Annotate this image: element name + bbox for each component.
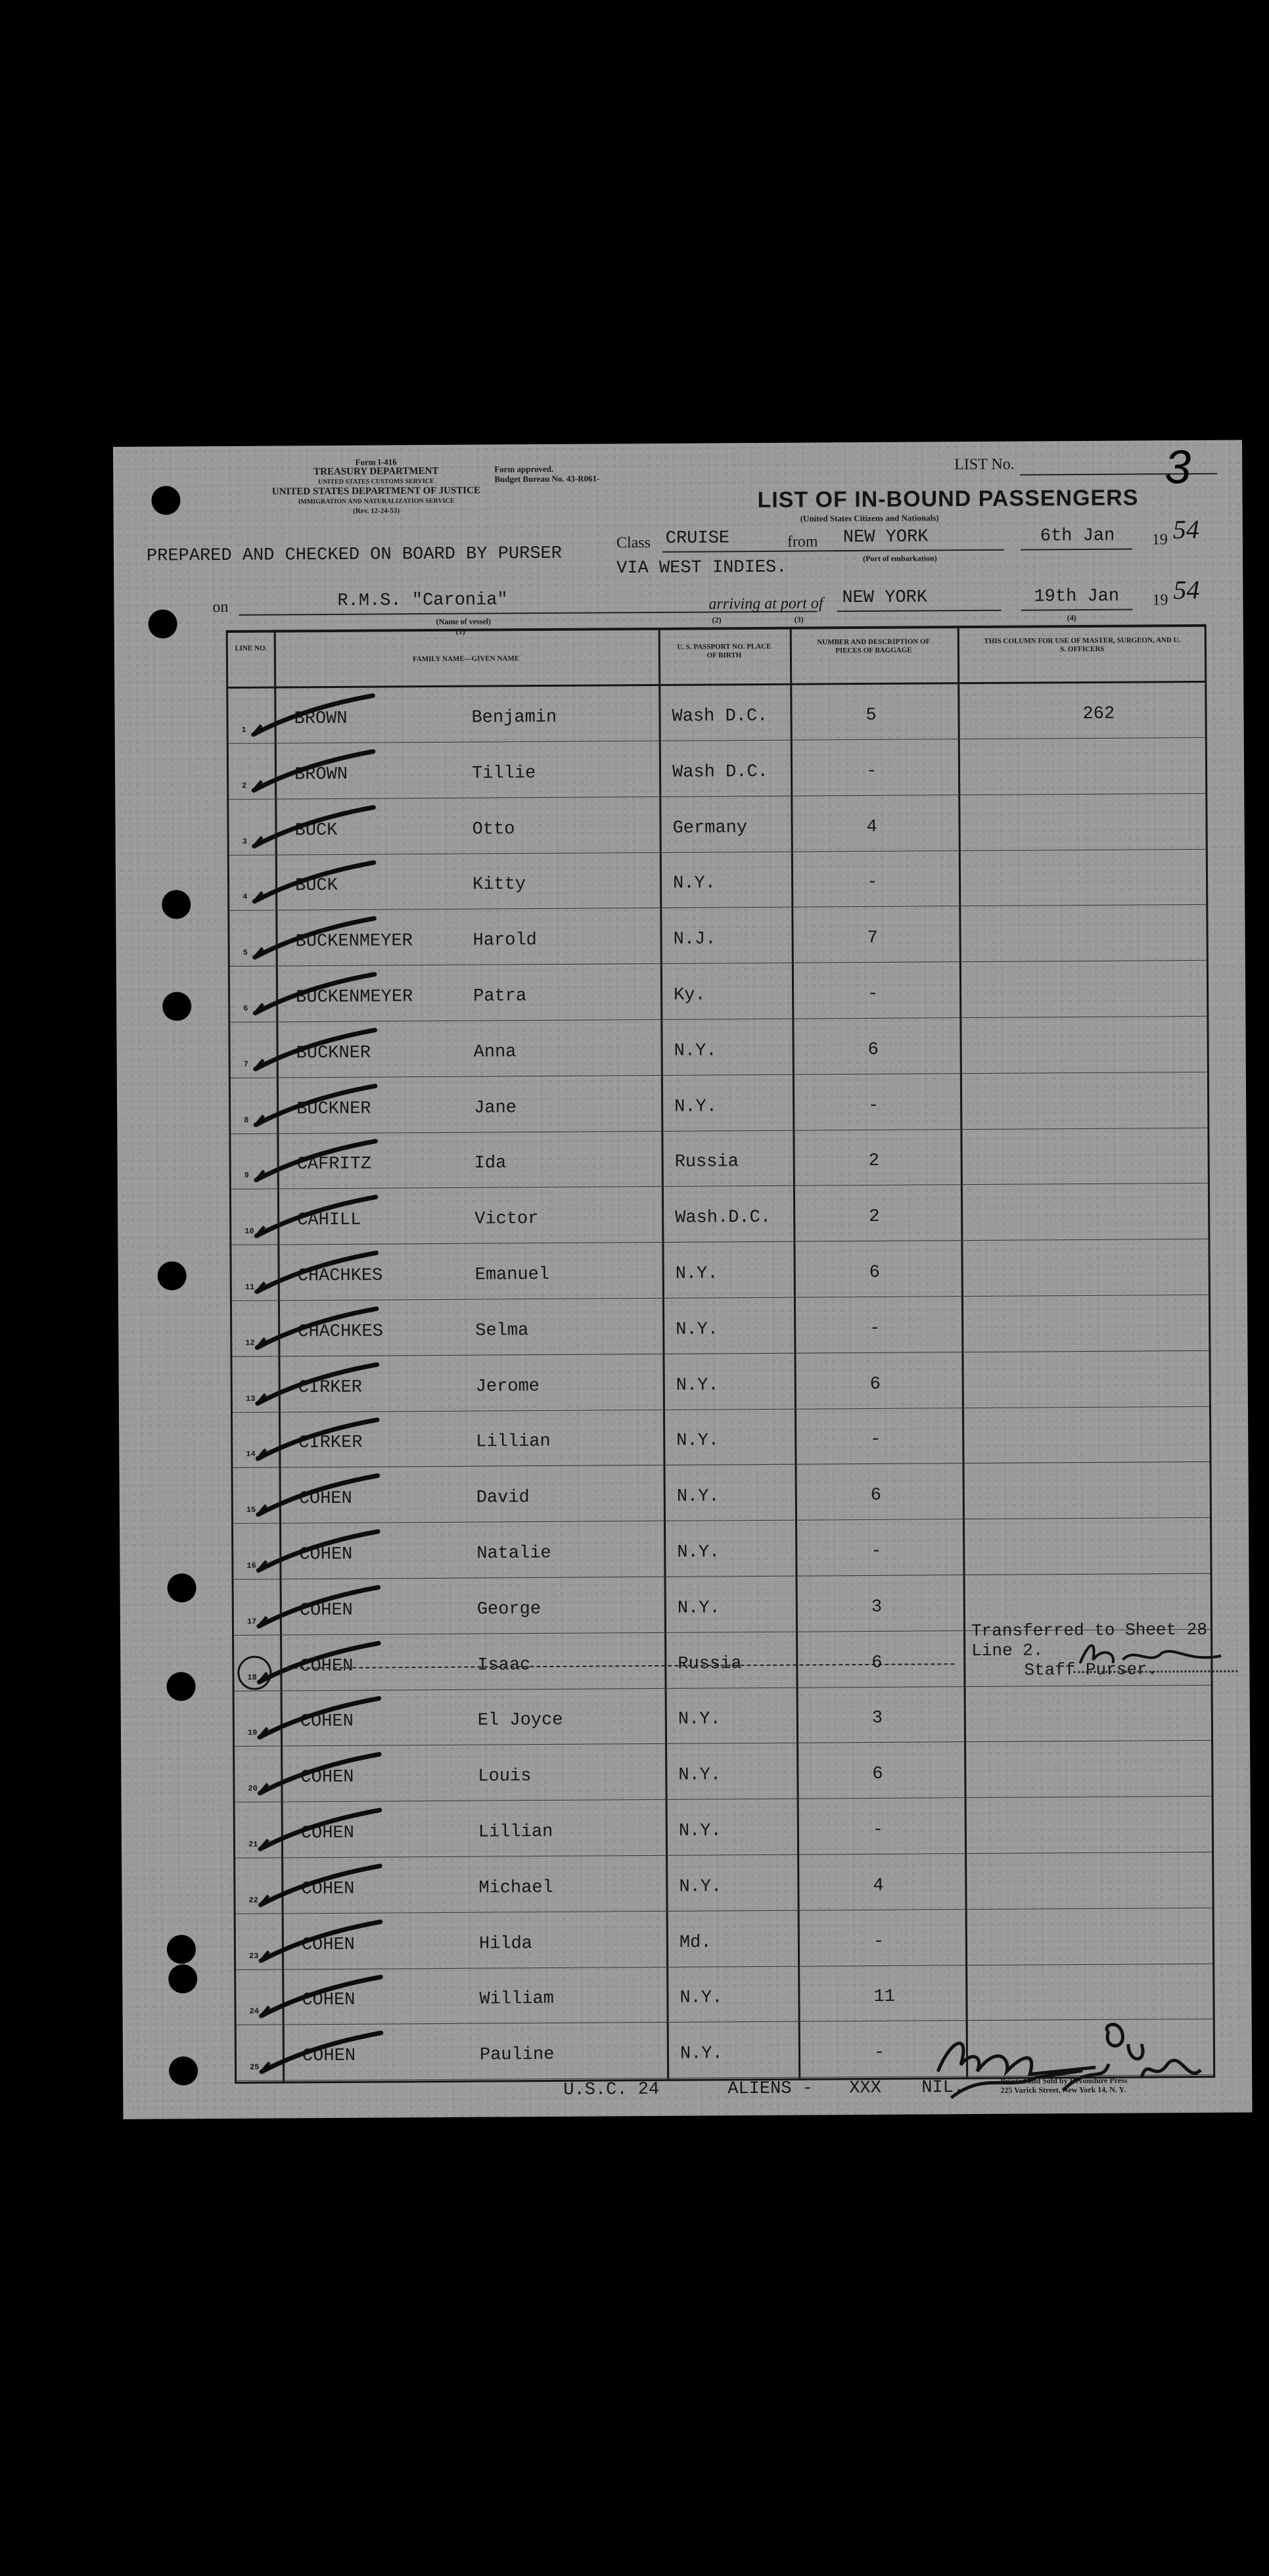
family-name: COHEN [299, 1600, 353, 1621]
line-number: 13 [245, 1394, 256, 1404]
table-row [232, 1296, 1209, 1357]
arrival-date: 19th Jan [1034, 586, 1120, 607]
place-of-birth: N.J. [673, 929, 716, 950]
form-title: LIST OF IN-BOUND PASSENGERS [757, 485, 1139, 513]
officer-use: 262 [1082, 704, 1115, 724]
embarkation-caption: (Port of embarkation) [863, 553, 937, 564]
baggage-count: - [873, 1931, 885, 1952]
vessel-col-num: (1) [455, 626, 465, 636]
line-number: 11 [244, 1282, 255, 1292]
given-name: Emanuel [474, 1264, 550, 1285]
place-of-birth: Md. [679, 1933, 712, 1953]
family-name: CIRKER [298, 1377, 363, 1398]
table-row [231, 1128, 1207, 1189]
table-row [229, 850, 1206, 911]
given-name: Benjamin [471, 707, 557, 728]
baggage-count: - [873, 2043, 885, 2063]
family-name: BUCKNER [296, 1043, 371, 1064]
given-name: Isaac [477, 1655, 531, 1676]
footer-struck: XXX [849, 2078, 881, 2099]
printer-line2: 225 Varick Street, New York 14, N. Y. [1000, 2084, 1126, 2095]
place-of-birth: N.Y. [676, 1486, 720, 1507]
header-name: FAMILY NAME—GIVEN NAME [412, 655, 520, 664]
line-number: 14 [246, 1450, 256, 1460]
baggage-count: 3 [871, 1597, 883, 1617]
table-row [233, 1463, 1210, 1524]
col-num-2: (2) [712, 615, 722, 625]
given-name: Lillian [478, 1822, 553, 1843]
baggage-count: - [870, 1430, 881, 1450]
table-row [233, 1519, 1210, 1580]
line-number: 15 [246, 1505, 256, 1515]
vessel-caption: (Name of vessel) [436, 616, 491, 627]
baggage-count: 5 [865, 705, 877, 726]
place-of-birth: N.Y. [674, 1096, 718, 1117]
place-of-birth: N.Y. [676, 1431, 720, 1452]
baggage-count: 6 [869, 1374, 881, 1394]
line-number: 24 [249, 2007, 259, 2017]
punch-hole [166, 1672, 195, 1701]
footer-nil: NIL. [921, 2078, 965, 2098]
punch-hole [167, 1573, 196, 1602]
given-name: Ida [474, 1153, 507, 1174]
form-identification [238, 456, 515, 517]
family-name: CHACHKES [297, 1266, 383, 1287]
vessel-name: R.M.S. "Caronia" [337, 590, 508, 611]
from-label: from [787, 533, 818, 551]
family-name: CAFRITZ [296, 1155, 372, 1175]
form-approved: Form approved. [494, 463, 554, 474]
via-route: VIA WEST INDIES. [616, 557, 787, 579]
family-name: CAHILL [297, 1210, 361, 1231]
family-name: COHEN [300, 1823, 355, 1844]
on-label: on [212, 598, 229, 616]
line-number: 8 [244, 1115, 249, 1125]
family-name: BUCKENMEYER [296, 987, 413, 1008]
table-row [235, 1797, 1212, 1858]
family-name: COHEN [300, 1767, 354, 1788]
baggage-count: 11 [873, 1987, 895, 2008]
place-of-birth: Russia [674, 1152, 739, 1173]
family-name: COHEN [302, 2046, 356, 2067]
line-number: 2 [242, 781, 247, 791]
place-of-birth: N.Y. [678, 1765, 722, 1785]
department-justice-sub: IMMIGRATION AND NATURALIZATION SERVICE [298, 497, 455, 506]
class-underline [662, 550, 860, 553]
arrival-date-underline [1021, 609, 1133, 611]
place-of-birth: N.Y. [675, 1264, 718, 1284]
line-number: 6 [243, 1003, 248, 1013]
baggage-count: - [871, 1541, 882, 1561]
place-of-birth: N.Y. [678, 1709, 721, 1730]
place-of-birth: N.Y. [677, 1598, 720, 1619]
header-officers: THIS COLUMN FOR USE OF MASTER, SURGEON, AND U. S. OFFICERS [984, 636, 1181, 654]
given-name: El Joyce [477, 1711, 563, 1732]
circle-mark-icon [237, 1655, 271, 1690]
given-name: Tillie [471, 763, 536, 784]
given-name: David [476, 1488, 530, 1508]
printer-line1: Printed and Sold by Devonshire Press [1000, 2075, 1128, 2086]
department-justice: UNITED STATES DEPARTMENT OF JUSTICE [271, 485, 480, 497]
family-name: COHEN [298, 1488, 352, 1509]
given-name: Louis [478, 1766, 532, 1787]
year-2: 54 [1173, 574, 1200, 605]
line-number: 12 [245, 1338, 255, 1348]
table-row [231, 1072, 1207, 1134]
given-name: Lillian [476, 1432, 551, 1453]
punch-hole [151, 486, 180, 515]
family-name: CHACHKES [298, 1322, 383, 1343]
header-baggage: NUMBER AND DESCRIPTION OF PIECES OF BAGGAGE [817, 637, 931, 655]
given-name: William [479, 1989, 554, 2010]
strikethrough-line [287, 1663, 954, 1668]
date-underline [1021, 549, 1132, 551]
arriving-label: arriving at port of [708, 595, 823, 613]
table-row [235, 1741, 1211, 1803]
transfer-note-line1: Transferred to Sheet 28 [971, 1619, 1207, 1642]
baggage-count: 6 [867, 1040, 879, 1060]
footer-usc: U.S.C. 24 [563, 2079, 660, 2100]
year-prefix-2: 19 [1152, 591, 1168, 609]
table-row [229, 906, 1206, 967]
baggage-count: - [866, 873, 878, 893]
year-1: 54 [1172, 514, 1199, 545]
family-name: COHEN [300, 1656, 354, 1676]
family-name: COHEN [302, 1990, 356, 2011]
line-number: 23 [248, 1951, 259, 1961]
family-name: BROWN [294, 764, 348, 785]
place-of-birth: Ky. [674, 985, 706, 1005]
prepared-by-label: PREPARED AND CHECKED ON BOARD BY PURSER [146, 543, 563, 566]
col-num-3: (3) [794, 614, 804, 624]
table-row [232, 1351, 1209, 1412]
table-row [229, 739, 1205, 800]
form-number: Form I-416 [355, 457, 397, 467]
place-of-birth: Wash D.C. [672, 706, 768, 727]
list-no-label: LIST No. [954, 455, 1015, 474]
class-label: Class [616, 534, 651, 552]
given-name: Natalie [476, 1543, 551, 1564]
class-value: CRUISE [665, 528, 730, 549]
line-number: 5 [242, 948, 248, 957]
arrival-port: NEW YORK [842, 587, 928, 609]
arrival-underline [837, 610, 1002, 612]
from-underline [833, 549, 1004, 552]
transfer-note-line2: Line 2. [971, 1640, 1044, 1661]
form-revision: (Rev. 12-24-53) [353, 507, 400, 515]
family-name: COHEN [299, 1544, 353, 1565]
year-prefix-1: 19 [1151, 531, 1168, 549]
line-number: 17 [246, 1617, 257, 1626]
line-number: 10 [244, 1226, 254, 1236]
family-name: BUCKNER [296, 1099, 371, 1119]
given-name: Otto [472, 819, 515, 840]
line-number: 22 [248, 1895, 258, 1905]
baggage-count: 4 [866, 817, 877, 837]
line-number: 7 [243, 1059, 248, 1069]
footer-aliens: ALIENS - [727, 2079, 813, 2100]
place-of-birth: Russia [678, 1653, 742, 1674]
list-no-value: 3 [1164, 440, 1191, 494]
punch-hole [162, 992, 191, 1021]
family-name: COHEN [300, 1712, 354, 1732]
header-line-no: LINE NO. [235, 644, 267, 653]
line-number: 20 [248, 1783, 258, 1793]
baggage-count: 6 [872, 1764, 883, 1785]
punch-hole [162, 890, 191, 919]
from-value: NEW YORK [842, 527, 929, 548]
table-row [235, 1686, 1211, 1747]
table-row [230, 1017, 1207, 1078]
passenger-table [226, 624, 1215, 2084]
given-name: Patra [473, 986, 527, 1007]
table-row [236, 1908, 1212, 1969]
family-name: CIRKER [298, 1433, 363, 1454]
place-of-birth: N.Y. [679, 1877, 722, 1897]
family-name: BUCK [294, 820, 338, 840]
punch-hole [169, 2056, 198, 2085]
line-number: 21 [248, 1839, 258, 1849]
table-row [230, 961, 1207, 1023]
purser-signature [931, 1991, 1207, 2108]
place-of-birth: N.Y. [672, 873, 716, 894]
place-of-birth: Wash.D.C. [675, 1208, 772, 1228]
line-number: 1 [241, 725, 246, 735]
table-row [235, 1853, 1212, 1914]
punch-hole [168, 1964, 197, 1993]
line-number: 25 [250, 2062, 260, 2072]
baggage-count: - [867, 984, 879, 1005]
baggage-count: 2 [869, 1207, 880, 1228]
given-name: Michael [478, 1877, 553, 1898]
header-passport: U. S. PASSPORT NO. PLACE OF BIRTH [677, 642, 772, 660]
transfer-note-line3: Staff Purser. [1024, 1659, 1158, 1680]
family-name: BROWN [294, 708, 348, 729]
line-number: 18 [247, 1672, 257, 1682]
given-name: Anna [473, 1042, 517, 1063]
baggage-count: - [869, 1318, 881, 1339]
line-number: 19 [247, 1728, 258, 1738]
baggage-count: 6 [869, 1262, 880, 1283]
given-name: Harold [473, 931, 537, 951]
place-of-birth: N.Y. [677, 1542, 720, 1563]
given-name: Jerome [475, 1376, 540, 1397]
family-name: COHEN [301, 1935, 356, 1955]
given-name: Kitty [472, 875, 526, 896]
punch-hole [158, 1261, 187, 1290]
family-name: COHEN [301, 1879, 355, 1900]
baggage-count: - [868, 1095, 879, 1116]
line-number: 16 [246, 1561, 256, 1571]
place-of-birth: N.Y. [676, 1375, 719, 1396]
table-row [228, 683, 1205, 744]
given-name: Selma [475, 1320, 529, 1341]
place-of-birth: N.Y. [676, 1320, 719, 1340]
baggage-count: 2 [868, 1151, 879, 1172]
budget-approval [494, 463, 599, 484]
baggage-count: - [872, 1820, 884, 1840]
department-treasury-sub: UNITED STATES CUSTOMS SERVICE [317, 478, 434, 486]
place-of-birth: N.Y. [674, 1041, 717, 1061]
given-name: Victor [474, 1209, 539, 1230]
table-row [229, 794, 1205, 855]
budget-bureau: Budget Bureau No. 43-R061- [494, 473, 600, 484]
given-name: Pauline [479, 2045, 555, 2065]
punch-hole [167, 1935, 196, 1964]
place-of-birth: N.Y. [680, 1988, 723, 2009]
family-name: BUCKENMEYER [295, 931, 413, 952]
baggage-count: 3 [871, 1709, 883, 1729]
place-of-birth: N.Y. [678, 1821, 722, 1841]
given-name: George [476, 1599, 542, 1620]
given-name: Hilda [478, 1933, 533, 1954]
given-name: Jane [474, 1097, 517, 1118]
col-num-4: (4) [1067, 613, 1076, 623]
place-of-birth: N.Y. [680, 2044, 723, 2064]
family-name: BUCK [294, 876, 338, 896]
place-of-birth: Wash D.C. [672, 762, 768, 783]
table-row [231, 1240, 1208, 1301]
baggage-count: 7 [867, 929, 878, 949]
baggage-count: 6 [871, 1653, 883, 1673]
form-subtitle: (United States Citizens and Nationals) [800, 513, 939, 524]
punch-hole [149, 609, 177, 638]
table-row [231, 1184, 1208, 1245]
table-row [233, 1407, 1209, 1468]
baggage-count: 4 [873, 1875, 884, 1896]
line-number: 9 [244, 1171, 250, 1181]
line-number: 4 [242, 892, 248, 902]
baggage-count: 6 [870, 1486, 882, 1506]
department-treasury: TREASURY DEPARTMENT [313, 465, 439, 478]
line-number: 3 [242, 837, 247, 846]
place-of-birth: Germany [672, 817, 748, 839]
baggage-count: - [865, 761, 877, 781]
form-sheet [113, 440, 1253, 2119]
embarkation-date: 6th Jan [1040, 526, 1115, 547]
